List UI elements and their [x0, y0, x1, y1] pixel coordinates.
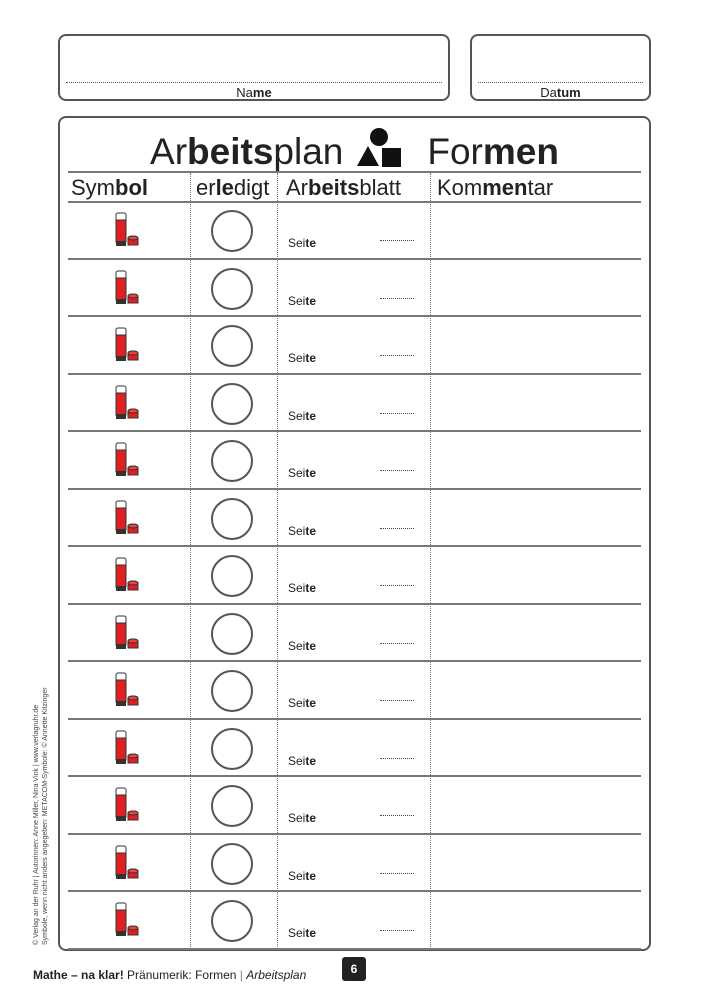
done-checkbox[interactable]	[211, 498, 253, 540]
done-checkbox[interactable]	[211, 670, 253, 712]
page-label: Seite	[288, 523, 317, 538]
table-row	[68, 720, 641, 778]
page-number-input[interactable]	[380, 873, 414, 874]
done-checkbox[interactable]	[211, 440, 253, 482]
table-row	[68, 662, 641, 720]
table-row	[68, 777, 641, 835]
column-header-done: erledigt	[196, 175, 270, 200]
glue-stick-icon	[114, 385, 140, 421]
glue-stick-icon	[114, 845, 140, 881]
done-checkbox[interactable]	[211, 555, 253, 597]
column-header-comment: Kommentar	[437, 175, 554, 200]
table-row	[68, 432, 641, 490]
shapes-icon	[355, 128, 403, 168]
page-label: Seite	[288, 811, 317, 825]
page-number-input[interactable]	[380, 643, 414, 644]
page-label: Seite	[288, 581, 317, 595]
date-line	[478, 82, 643, 83]
page-label: Seite	[288, 466, 317, 480]
table-row	[68, 547, 641, 605]
page-label: Seite	[288, 351, 317, 365]
page-number-input[interactable]	[380, 585, 414, 586]
table-row	[68, 375, 641, 433]
glue-stick-icon	[114, 557, 140, 593]
page-number-input[interactable]	[380, 758, 414, 759]
table-row	[68, 202, 641, 260]
glue-stick-icon	[114, 672, 140, 708]
header-rule	[68, 171, 641, 173]
table-row	[68, 490, 641, 548]
table-row	[68, 605, 641, 663]
page-number-input[interactable]	[380, 240, 414, 241]
page-number-input[interactable]	[380, 470, 414, 471]
done-checkbox[interactable]	[211, 785, 253, 827]
copyright-note: © Verlag an der Ruhr | Autorinnen: Anne Miller, Nina Vink | www.verlagruhr.de Symbole, wenn nicht anders angegeben: METACOM-Symbole: © Annette Kitzinger	[33, 687, 49, 945]
name-field[interactable]	[58, 34, 450, 101]
done-checkbox[interactable]	[211, 383, 253, 425]
page-label: Seite	[288, 638, 317, 653]
date-field[interactable]	[470, 34, 651, 101]
plan-table	[58, 116, 651, 951]
done-checkbox[interactable]	[211, 613, 253, 655]
done-checkbox[interactable]	[211, 728, 253, 770]
table-row	[68, 892, 641, 950]
table-row	[68, 835, 641, 893]
footer: Mathe – na klar! Pränumerik: Formen | Arbeitsplan	[33, 968, 307, 982]
glue-stick-icon	[114, 500, 140, 536]
page-number-input[interactable]	[380, 815, 414, 816]
page-label: Seite	[288, 293, 317, 308]
page-number-input[interactable]	[380, 528, 414, 529]
name-label: Name	[236, 85, 272, 100]
page-number-input[interactable]	[380, 298, 414, 299]
column-header-symbol: Symbol	[71, 175, 148, 200]
done-checkbox[interactable]	[211, 325, 253, 367]
glue-stick-icon	[114, 327, 140, 363]
done-checkbox[interactable]	[211, 843, 253, 885]
page-number-input[interactable]	[380, 700, 414, 701]
page-label: Seite	[288, 696, 317, 710]
glue-stick-icon	[114, 212, 140, 248]
glue-stick-icon	[114, 787, 140, 823]
table-row	[68, 260, 641, 318]
date-label: Datum	[540, 85, 581, 100]
column-header-sheet: Arbeitsblatt	[286, 175, 401, 200]
page-label: Seite	[288, 236, 317, 250]
glue-stick-icon	[114, 442, 140, 478]
done-checkbox[interactable]	[211, 900, 253, 942]
page-label: Seite	[288, 408, 317, 423]
glue-stick-icon	[114, 615, 140, 651]
glue-stick-icon	[114, 730, 140, 766]
page-number-input[interactable]	[380, 355, 414, 356]
page-number-input[interactable]	[380, 413, 414, 414]
page-label: Seite	[288, 868, 317, 883]
glue-stick-icon	[114, 270, 140, 306]
glue-stick-icon	[114, 902, 140, 938]
done-checkbox[interactable]	[211, 268, 253, 310]
page-title: Arbeitsplan Formen	[60, 128, 649, 173]
page-label: Seite	[288, 926, 317, 940]
name-line	[66, 82, 442, 83]
table-row	[68, 317, 641, 375]
done-checkbox[interactable]	[211, 210, 253, 252]
page-label: Seite	[288, 753, 317, 768]
page-number-input[interactable]	[380, 930, 414, 931]
page-number: 6	[342, 957, 366, 981]
